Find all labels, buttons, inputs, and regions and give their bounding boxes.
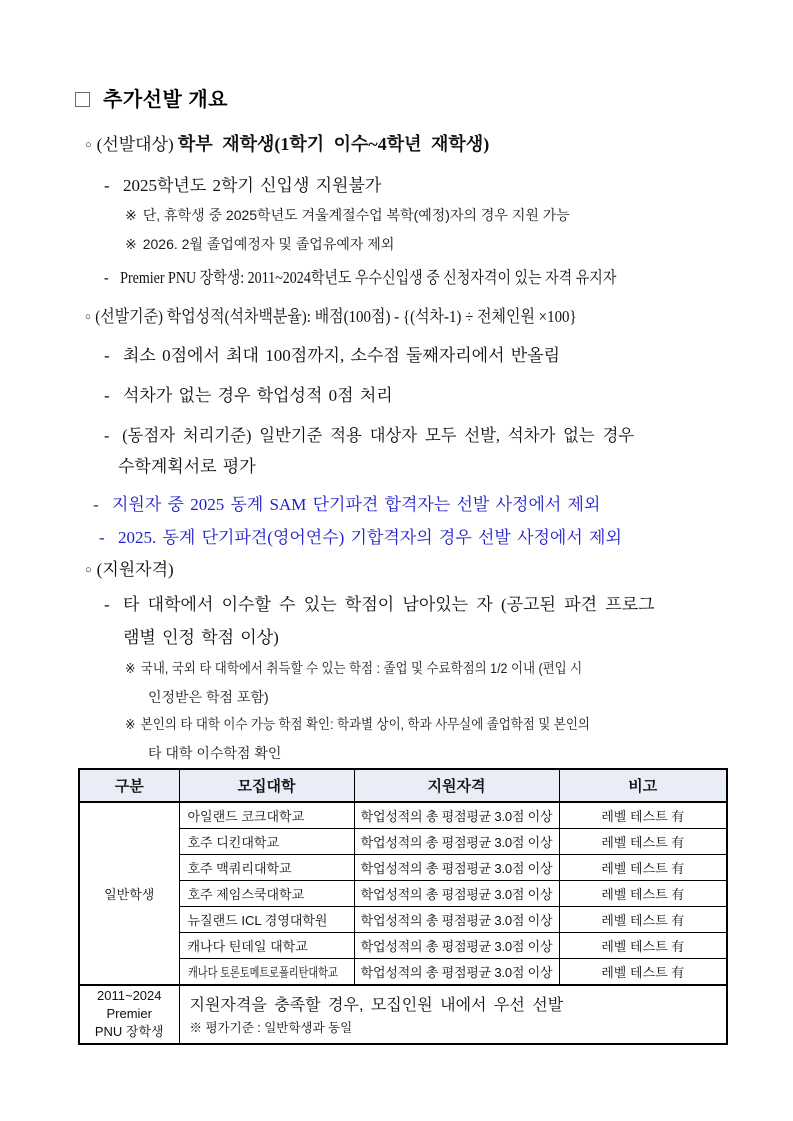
premier-scholar-row [79,985,727,1044]
university-cell: 호주 제임스쿡대학교 [179,881,354,907]
note-cell: 레벨 테스트 有 [559,959,727,986]
col-header-note: 비고 [559,769,727,802]
dash-bullet-icon: - [104,346,110,365]
note-cell: 레벨 테스트 有 [559,881,727,907]
note-continuation [148,689,269,706]
line-item-excluded-sam [93,495,600,515]
premier-condition-cell [179,985,727,1044]
square-bullet-icon [75,92,90,107]
col-header-university: 모집대학 [179,769,354,802]
note-item [125,716,647,733]
qualification-cell: 학업성적의 총 평점평균 3.0점 이상 [354,855,559,881]
university-name-condensed: 캐나다 토론토메트로폴리탄대학교 [187,965,338,980]
line-item [85,307,644,327]
line-item-excluded-english [99,528,622,548]
reference-mark-icon: ※ [125,236,137,252]
university-cell: 뉴질랜드 ICL 경영대학원 [179,907,354,933]
line-bold-text: 학부 재학생(1학기 이수~4학년 재학생) [177,134,490,154]
note-text: 타 대학 이수학점 확인 [148,745,282,761]
col-header-qualification: 지원자격 [354,769,559,802]
dash-bullet-icon: - [104,595,110,614]
qualification-cell: 학업성적의 총 평점평균 3.0점 이상 [354,881,559,907]
premier-label-line1: 2011~2024 [97,988,162,1003]
note-text: 국내, 국외 타 대학에서 취득할 수 있는 학점 : 졸업 및 수료학점의 1/2 이내 (편입 시 [140,660,583,676]
reference-mark-icon: ※ [125,660,136,676]
group-label-general: 일반학생 [79,802,179,985]
line-text: (선발기준) 학업성적(석차백분율): 배점(100점) - {(석차-1) ÷ 전체인원 ×100} [95,307,577,326]
section-heading-text: 추가선발 개요 [103,89,228,111]
line-text: (지원자격) [96,560,174,579]
line-label: (선발대상) [96,135,174,154]
reference-mark-icon: ※ [125,207,137,223]
university-cell: 캐나다 틴데일 대학교 [179,933,354,959]
note-cell: 레벨 테스트 有 [559,907,727,933]
premier-scholar-label [79,985,179,1044]
line-text: 최소 0점에서 최대 100점까지, 소수점 둘째자리에서 반올림 [123,346,561,365]
line-item [104,386,393,406]
university-cell: 호주 맥쿼리대학교 [179,855,354,881]
university-cell [179,959,354,986]
university-cell: 아일랜드 코크대학교 [179,802,354,829]
note-item [125,207,570,224]
line-text: (동점자 처리기준) 일반기준 적용 대상자 모두 선발, 석차가 없는 경우 [122,426,635,445]
qualification-cell: 학업성적의 총 평점평균 3.0점 이상 [354,933,559,959]
dash-bullet-icon: - [104,268,109,287]
qualification-cell: 학업성적의 총 평점평균 3.0점 이상 [354,907,559,933]
line-text: 지원자 중 2025 동계 SAM 단기파견 합격자는 선발 사정에서 제외 [112,495,601,514]
line-text: 2025학년도 2학기 신입생 지원불가 [123,176,382,195]
premier-label-line3: PNU 장학생 [94,1024,164,1040]
qualification-cell: 학업성적의 총 평점평균 3.0점 이상 [354,829,559,855]
reference-mark-icon: ※ [125,716,136,732]
premier-priority-text: 지원자격을 충족할 경우, 모집인원 내에서 우선 선발 [189,997,564,1015]
circle-bullet-icon: ○ [85,564,92,576]
qualification-cell: 학업성적의 총 평점평균 3.0점 이상 [354,959,559,986]
selection-table [78,768,728,1045]
line-text: 2025. 동계 단기파견(영어연수) 기합격자의 경우 선발 사정에서 제외 [118,528,622,547]
section-heading [75,88,228,112]
note-cell: 레벨 테스트 有 [559,829,727,855]
line-text: 석차가 없는 경우 학업성적 0점 처리 [123,386,393,405]
line-text: 램별 인정 학점 이상) [123,628,279,647]
dash-bullet-icon: - [93,495,99,514]
line-text: Premier PNU 장학생: 2011~2024학년도 우수신입생 중 신청자격이 있는 자격 유지자 [120,268,617,287]
note-cell: 레벨 테스트 有 [559,802,727,829]
note-item [125,660,639,677]
line-continuation [118,457,256,477]
note-continuation [148,745,281,762]
dash-bullet-icon: - [104,386,110,405]
col-header-category: 구분 [79,769,179,802]
line-item [85,134,489,156]
dash-bullet-icon: - [104,176,110,195]
premier-eval-note: ※ 평가기준 : 일반학생과 동일 [189,1021,353,1036]
line-item [104,268,707,288]
note-cell: 레벨 테스트 有 [559,855,727,881]
dash-bullet-icon: - [104,426,110,445]
note-text: 단, 휴학생 중 2025학년도 겨울계절수업 복학(예정)자의 경우 지원 가능 [142,207,570,223]
selection-table-wrapper [78,768,728,1045]
line-item [104,595,655,615]
line-continuation [123,628,279,648]
line-item [104,426,656,446]
note-cell: 레벨 테스트 有 [559,933,727,959]
circle-bullet-icon: ○ [85,311,91,323]
note-text: 인정받은 학점 포함) [148,689,269,705]
line-text: 타 대학에서 이수할 수 있는 학점이 남아있는 자 (공고된 파견 프로그 [123,595,655,614]
line-item [104,346,560,366]
university-cell: 호주 디킨대학교 [179,829,354,855]
note-text: 본인의 타 대학 이수 가능 학점 확인: 학과별 상이, 학과 사무실에 졸업학점 및 본인의 [140,716,590,732]
line-item [104,176,381,196]
premier-label-line2: Premier [106,1006,152,1022]
line-item [85,560,174,580]
circle-bullet-icon: ○ [85,139,92,151]
table-row [79,802,727,829]
qualification-cell: 학업성적의 총 평점평균 3.0점 이상 [354,802,559,829]
table-header-row [79,769,727,802]
dash-bullet-icon: - [99,528,105,547]
note-item [125,236,394,253]
note-text: 2026. 2월 졸업예정자 및 졸업유예자 제외 [142,236,395,252]
line-text: 수학계획서로 평가 [118,457,256,476]
